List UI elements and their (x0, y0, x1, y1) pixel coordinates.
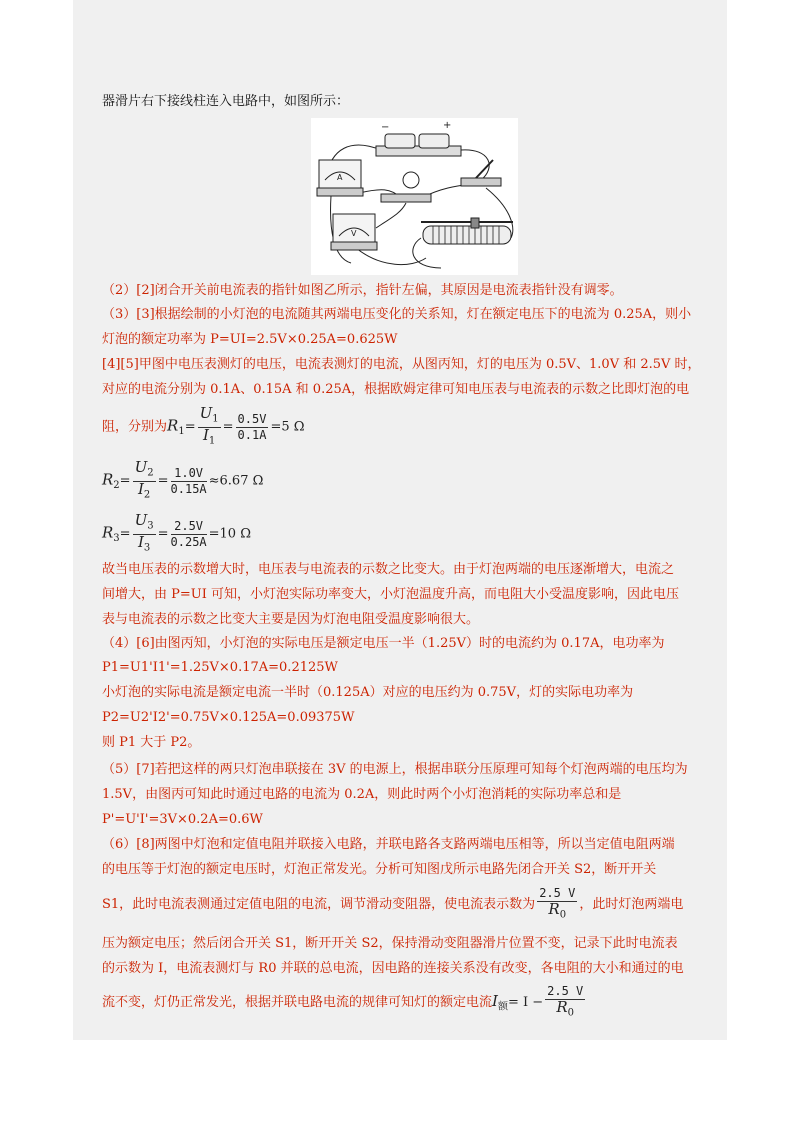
text-line: （6）[8]两图中灯泡和定值电阻并联接入电路，并联电路各支路两端电压相等，所以当定值电阻两端 (102, 837, 675, 852)
text-line: 对应的电流分别为 0.1A、0.15A 和 0.25A，根据欧姆定律可知电压表与电流表的示数之比即灯泡的电 (102, 382, 690, 397)
voltmeter-label: V (351, 229, 357, 238)
text-line: （2）[2]闭合开关前电流表的指针如图乙所示，指针左偏，其原因是电流表指针没有调零。 (102, 283, 623, 298)
text-line: P'=U'I'=3V×0.2A=0.6W (102, 812, 263, 827)
text-line-with-fraction: 流不变，灯仍正常发光，根据并联电路电流的规律可知灯的额定电流$I_额= I$ − $\frac{2.5 V}{R_0}$ (102, 984, 584, 1019)
text-line: （4）[6]由图丙知，小灯泡的实际电压是额定电压一半（1.25V）时的电流约为 0.17A，电功率为 (102, 636, 665, 651)
equation-r2: $R_2=$ $\frac{U_2}{I_2}$ = $\frac{1.0V}{0.15A}$ ≈6.67 Ω (102, 458, 264, 501)
text-line: 故当电压表的示数增大时，电压表与电流表的示数之比变大。由于灯泡两端的电压逐渐增大，电流之 (102, 562, 675, 577)
text-line: 间增大，由 P=UI 可知，小灯泡实际功率变大，小灯泡温度升高，而电阻大小受温度影响，因此电压 (102, 587, 679, 602)
text-line: （3）[3]根据绘制的小灯泡的电流随其两端电压变化的关系知，灯在额定电压下的电流为 0.25A，则小 (102, 307, 692, 322)
circuit-diagram (311, 118, 518, 275)
text-line: 1.5V，由图丙可知此时通过电路的电流为 0.2A，则此时两个小灯泡消耗的实际功率总和是 (102, 787, 622, 802)
text-line: （5）[7]若把这样的两只灯泡串联接在 3V 的电源上，根据串联分压原理可知每个灯泡两端的电压均为 (102, 762, 688, 777)
equation-r3: $R_3=$ $\frac{U_3}{I_3}$ = $\frac{2.5V}{0.25A}$ =10 Ω (102, 511, 251, 554)
text-line: 压为额定电压；然后闭合开关 S1，断开开关 S2，保持滑动变阻器滑片位置不变，记录下此时电流表 (102, 936, 678, 951)
text-line: 器滑片右下接线柱连入电路中，如图所示： (102, 94, 350, 109)
text-line: 则 P1 大于 P2。 (102, 735, 201, 750)
text-line: [4][5]甲图中电压表测灯的电压，电流表测灯的电流，从图丙知，灯的电压为 0.5V、1.0V 和 2.5V 时， (102, 357, 701, 372)
text-line: 的电压等于灯泡的额定电压时，灯泡正常发光。分析可知图戊所示电路先闭合开关 S2，断开开关 (102, 862, 657, 877)
plus-label: + (443, 120, 452, 131)
text-line: P2=U2'I2'=0.75V×0.125A=0.09375W (102, 710, 355, 725)
text-line: P1=U1'I1'=1.25V×0.17A=0.2125W (102, 660, 338, 675)
text-line-with-fraction: S1，此时电流表测通过定值电阻的电流，调节滑动变阻器，使电流表示数为 $\frac{2.5 V}{R_0}$ ，此时灯泡两端电 (102, 886, 684, 921)
equation-r1: 阻，分别为$R_1=$ $\frac{U_1}{I_1}$ = $\frac{0.5V}{0.1A}$ =5 Ω (102, 404, 305, 447)
text-line: 的示数为 I，电流表测灯与 R0 并联的总电流，因电路的连接关系没有改变，各电阻的大小和通过的电 (102, 961, 684, 976)
minus-label: − (381, 122, 390, 133)
ammeter-label: A (337, 173, 343, 182)
text-line: 小灯泡的实际电流是额定电流一半时（0.125A）对应的电压约为 0.75V，灯的实际电功率为 (102, 685, 634, 700)
text-line: 灯泡的额定功率为 P=UI=2.5V×0.25A=0.625W (102, 332, 398, 347)
text-line: 表与电流表的示数之比变大主要是因为灯泡电阻受温度影响很大。 (102, 612, 480, 627)
